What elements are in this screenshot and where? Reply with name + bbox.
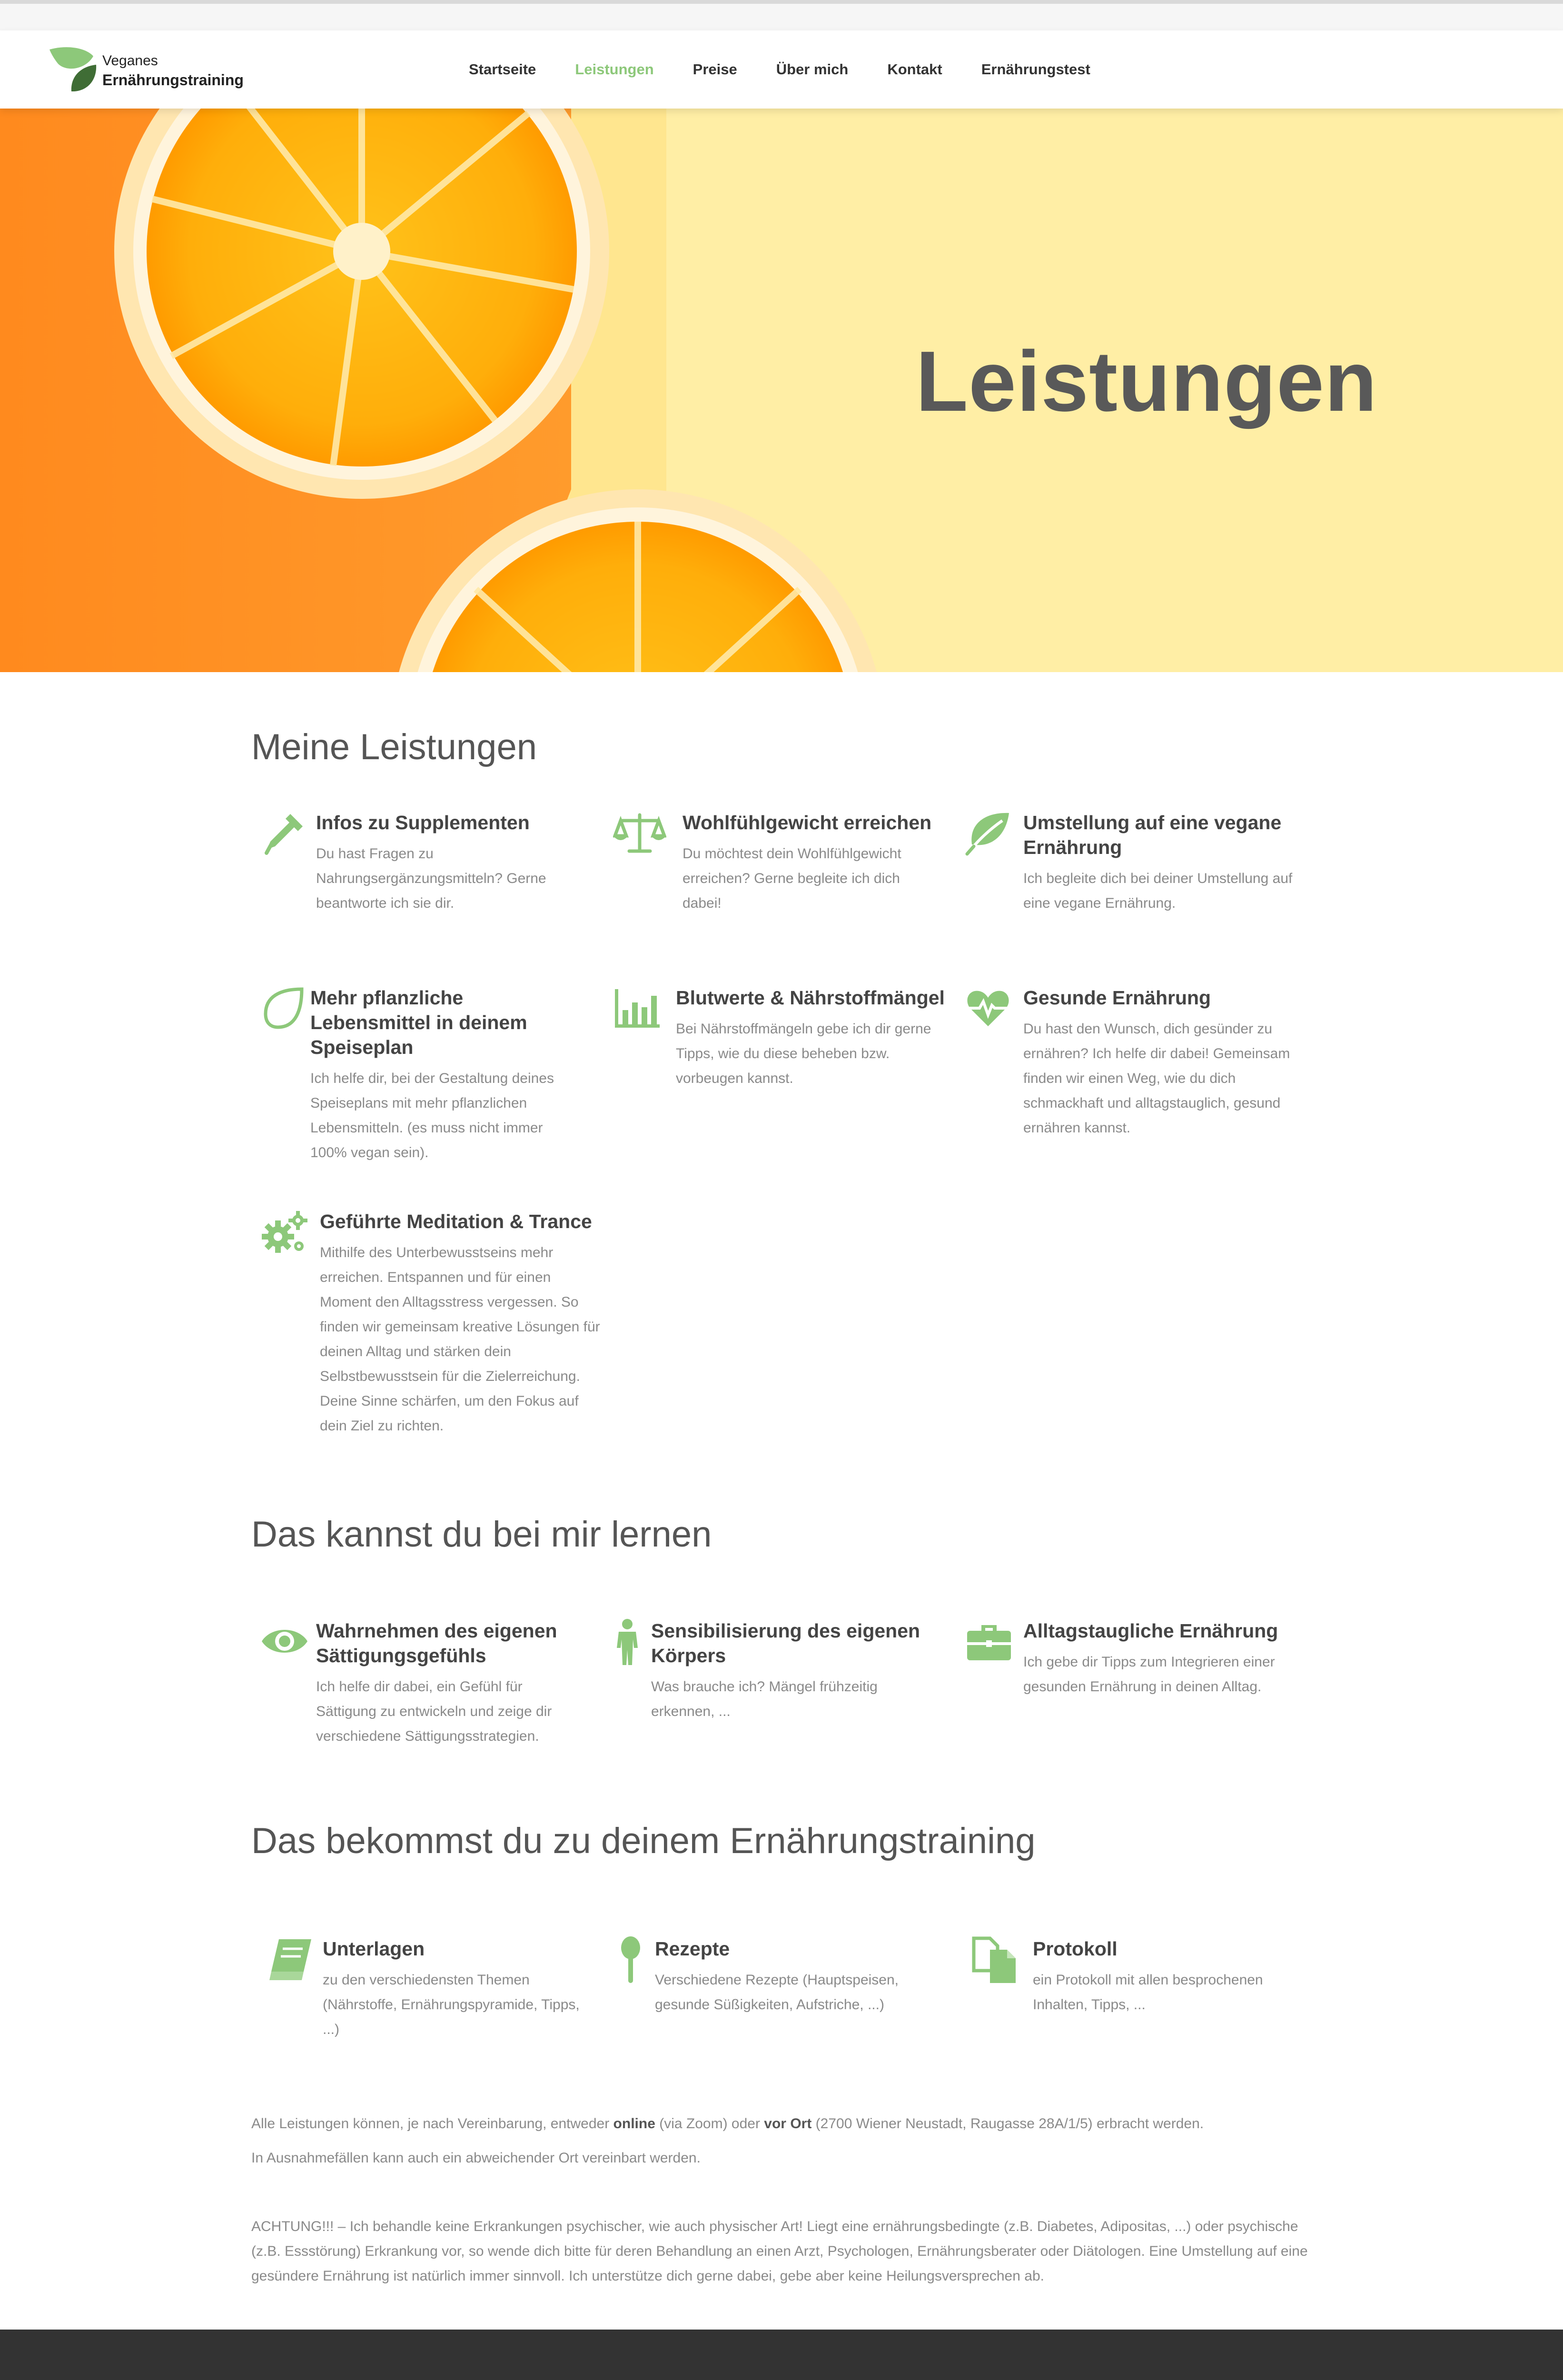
note-vor-ort: vor Ort [764, 2116, 812, 2132]
top-border [0, 0, 1563, 4]
logo-text [102, 51, 244, 89]
note-text: (via Zoom) oder [655, 2116, 764, 2132]
learn-title: Alltagstaugliche Ernährung [1023, 1620, 1278, 1642]
learn-title: Sensibilisierung des eigenen Körpers [651, 1620, 920, 1666]
hero-title: Leistungen [915, 334, 1377, 429]
nav-kontakt[interactable]: Kontakt [887, 61, 942, 78]
leaf-outline-icon [261, 985, 307, 1031]
get-text: zu den verschiedensten Themen (Nährstoffe, Ernährungspyramide, Tipps, ...) [323, 1972, 580, 2037]
site-header [0, 30, 1563, 109]
get-heading: Das bekommst du zu deinem Ernährungstraining [251, 1821, 1036, 1861]
service-text: Du hast den Wunsch, dich gesünder zu ernähren? Ich helfe dir dabei! Gemeinsam finden wir einen Weg, wie du dich schmackhaft und alltagstauglich, gesund ernähren kannst. [1023, 1021, 1290, 1136]
logo-line1: Veganes [102, 53, 158, 69]
service-title: Wohlfühlgewicht erreichen [683, 812, 932, 833]
note-text: (2700 Wiener Neustadt, Raugasse 28A/1/5) erbracht werden. [811, 2116, 1204, 2132]
documents-icon [971, 1936, 1019, 1984]
service-text: Ich helfe dir, bei der Gestaltung deines Speiseplans mit mehr pflanzlichen Lebensmitteln. (es muss nicht immer 100% vegan sein). [310, 1071, 554, 1160]
bar-chart-icon [613, 985, 661, 1031]
hero-banner [0, 109, 1563, 672]
warning-note: ACHTUNG!!! – Ich behandle keine Erkrankungen psychischer, wie auch physischer Art! Liegt eine ernährungsbedingte (z.B. Diabetes, Adipositas, ...) oder psychische (z.B. Essstörung) Erkrankung vor, so wende dich bitte für deren Behandlung an einen Arzt, Psychologen, Ernährungsberater oder Diätologen. Eine Umstellung auf eine gesündere Ernährung ist natürlich immer sinnvoll. Ich unterstütze dich gerne dabei, gebe aber keine Heilungsversprechen ab. [251, 2219, 1308, 2284]
top-strip [0, 4, 1563, 30]
nav-preise[interactable]: Preise [692, 61, 737, 78]
exception-note: In Ausnahmefällen kann auch ein abweichender Ort vereinbart werden. [251, 2150, 701, 2166]
service-text: Bei Nährstoffmängeln gebe ich dir gerne Tipps, wie du diese beheben bzw. vorbeugen kannst. [676, 1021, 931, 1086]
site-logo[interactable] [48, 45, 247, 97]
spoon-icon [619, 1936, 643, 1984]
nav-ueber-mich[interactable]: Über mich [776, 61, 849, 78]
delivery-note [251, 2112, 1322, 2136]
logo-line2: Ernährungstraining [102, 71, 244, 89]
note-text: Alle Leistungen können, je nach Vereinbarung, entweder [251, 2116, 613, 2132]
get-title: Rezepte [655, 1938, 730, 1960]
person-icon [613, 1618, 642, 1666]
main-nav [469, 30, 1129, 109]
service-text: Ich begleite dich bei deiner Umstellung auf eine vegane Ernährung. [1023, 871, 1293, 911]
service-title: Geführte Meditation & Trance [320, 1210, 592, 1232]
get-title: Protokoll [1033, 1938, 1118, 1960]
heartbeat-icon [965, 985, 1011, 1031]
get-text: Verschiedene Rezepte (Hauptspeisen, gesunde Süßigkeiten, Aufstriche, ...) [655, 1972, 899, 2013]
site-footer [0, 2330, 1563, 2380]
get-text: ein Protokoll mit allen besprochenen Inhalten, Tipps, ... [1033, 1972, 1263, 2013]
scale-icon [613, 810, 666, 856]
service-text: Du hast Fragen zu Nahrungsergänzungsmitteln? Gerne beantworte ich sie dir. [316, 846, 546, 911]
nav-ernaehrungstest[interactable]: Ernährungstest [981, 61, 1090, 78]
service-title: Infos zu Supplementen [316, 812, 530, 833]
dropper-icon [261, 810, 307, 856]
service-title: Mehr pflanzliche Lebensmittel in deinem Speiseplan [310, 987, 527, 1058]
learn-title: Wahrnehmen des eigenen Sättigungsgefühls [316, 1620, 557, 1666]
service-text: Mithilfe des Unterbewusstseins mehr erreichen. Entspannen und für einen Moment den Alltagsstress vergessen. So finden wir gemeinsam kreative Lösungen für deinen Alltag und stärken dein Selbstbewusstsein für die Zielerreichung. Deine Sinne schärfen, um den Fokus auf dein Ziel zu richten. [320, 1245, 600, 1434]
nav-leistungen[interactable]: Leistungen [575, 61, 654, 78]
note-online: online [613, 2116, 655, 2132]
learn-text: Ich helfe dir dabei, ein Gefühl für Sättigung zu entwickeln und zeige dir verschiedene Sättigungsstrategien. [316, 1679, 552, 1744]
learn-text: Ich gebe dir Tipps zum Integrieren einer gesunden Ernährung in deinen Alltag. [1023, 1654, 1275, 1695]
nav-startseite[interactable]: Startseite [469, 61, 536, 78]
eye-icon [261, 1618, 308, 1664]
get-title: Unterlagen [323, 1938, 425, 1960]
learn-heading: Das kannst du bei mir lernen [251, 1514, 712, 1555]
service-title: Blutwerte & Nährstoffmängel [676, 987, 945, 1009]
service-title: Gesunde Ernährung [1023, 987, 1211, 1009]
leaf-logo-icon [48, 45, 100, 97]
service-text: Du möchtest dein Wohlfühlgewicht erreichen? Gerne begleite ich dich dabei! [683, 846, 901, 911]
learn-text: Was brauche ich? Mängel frühzeitig erkennen, ... [651, 1679, 878, 1719]
gears-icon [261, 1209, 308, 1257]
leaf-icon [965, 810, 1011, 856]
services-heading: Meine Leistungen [251, 727, 537, 767]
service-title: Umstellung auf eine vegane Ernährung [1023, 812, 1282, 858]
book-icon [267, 1936, 313, 1982]
briefcase-icon [965, 1618, 1013, 1664]
